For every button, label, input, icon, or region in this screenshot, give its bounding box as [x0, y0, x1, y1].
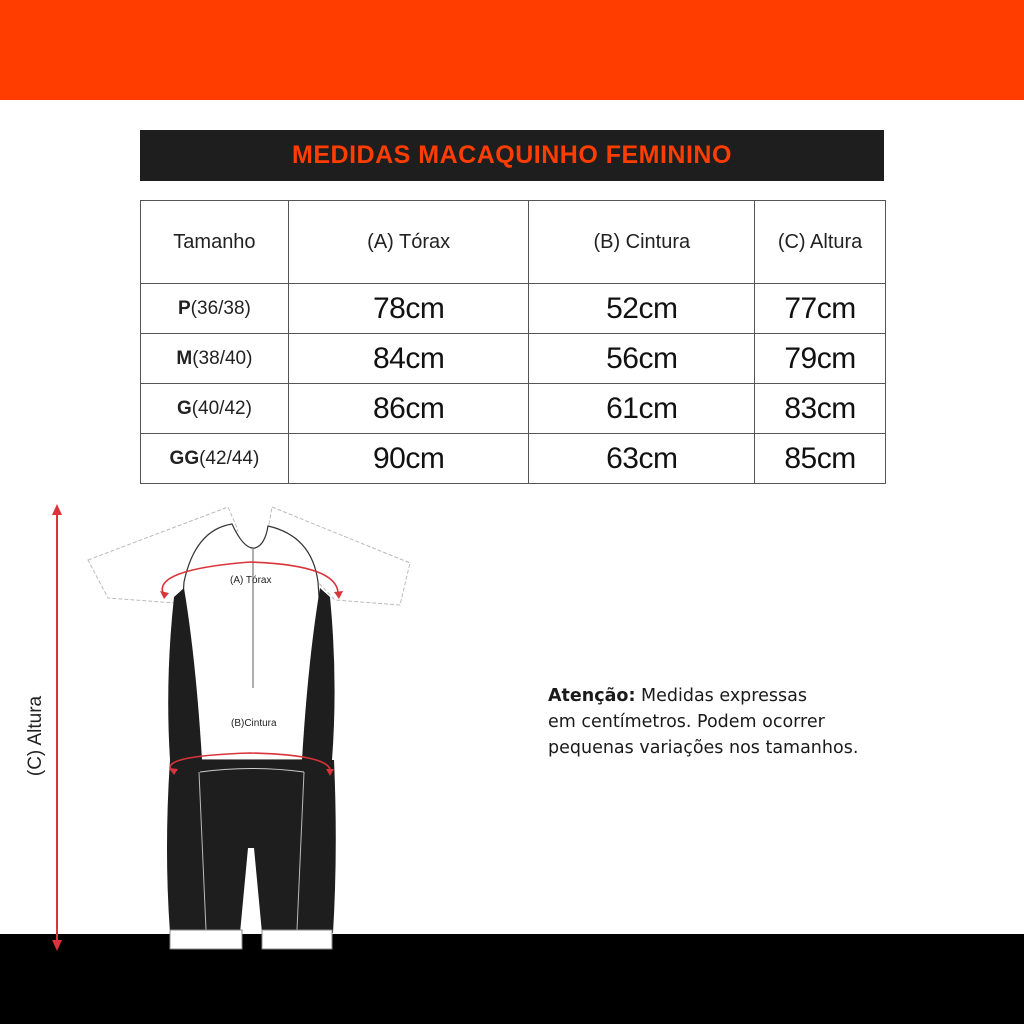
size-range: (36/38) — [190, 297, 251, 319]
header-torax: (A) Tórax — [288, 201, 529, 284]
cintura-value: 56cm — [529, 334, 755, 384]
torax-value: 90cm — [288, 434, 529, 484]
size-range: (40/42) — [191, 397, 252, 419]
header-cintura: (B) Cintura — [529, 201, 755, 284]
cintura-value: 61cm — [529, 384, 755, 434]
note-line2: em centímetros. Podem ocorrer — [548, 712, 825, 732]
altura-value: 83cm — [755, 384, 886, 434]
shorts — [167, 760, 336, 933]
torax-value: 84cm — [288, 334, 529, 384]
page-title: MEDIDAS MACAQUINHO FEMININO — [292, 141, 732, 169]
attention-note — [548, 683, 968, 761]
torax-value: 86cm — [288, 384, 529, 434]
size-range: (42/44) — [199, 447, 260, 469]
altura-value: 79cm — [755, 334, 886, 384]
header-altura: (C) Altura — [755, 201, 886, 284]
note-line3: pequenas variações nos tamanhos. — [548, 738, 859, 758]
right-leg-cuff — [262, 930, 332, 949]
size-code: M — [176, 347, 193, 369]
size-code: P — [177, 297, 191, 319]
size-code: GG — [169, 447, 200, 469]
cintura-value: 52cm — [529, 284, 755, 334]
torax-diagram-label: (A) Tórax — [230, 575, 272, 586]
altura-axis-label: (C) Altura — [25, 695, 46, 777]
cintura-diagram-label: (B)Cintura — [231, 718, 277, 729]
size-range: (38/40) — [192, 347, 253, 369]
cintura-value: 63cm — [529, 434, 755, 484]
left-leg-cuff — [170, 930, 242, 949]
size-code: G — [176, 397, 192, 419]
altura-value: 77cm — [755, 284, 886, 334]
note-bold: Atenção: — [548, 686, 636, 706]
altura-value: 85cm — [755, 434, 886, 484]
note-line1: Medidas expressas — [635, 686, 807, 706]
header-tamanho: Tamanho — [141, 201, 289, 284]
torax-value: 78cm — [288, 284, 529, 334]
height-arrow-icon — [52, 504, 62, 951]
